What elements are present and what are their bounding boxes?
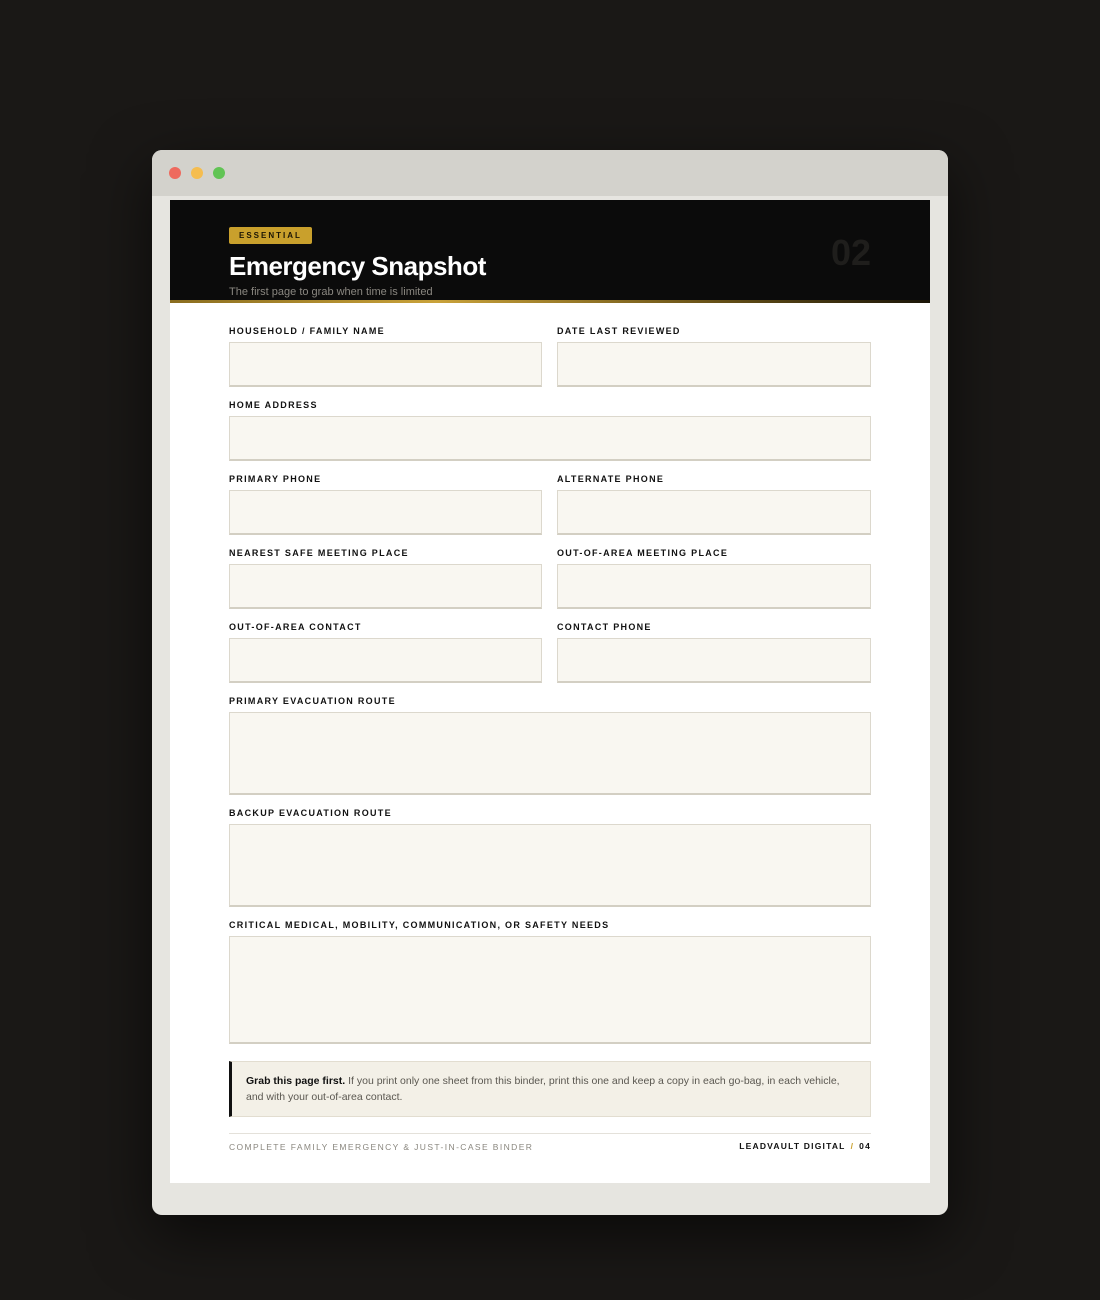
primary-phone-field <box>229 474 542 484</box>
date-reviewed-field <box>557 326 871 336</box>
out-of-area-contact-label: OUT-OF-AREA CONTACT <box>229 622 362 632</box>
primary-phone-input[interactable] <box>229 490 542 535</box>
tip-callout <box>229 1061 871 1117</box>
alternate-phone-field <box>557 474 871 484</box>
contact-phone-field <box>557 622 871 632</box>
footer-brand: LEADVAULT DIGITAL <box>739 1141 846 1151</box>
out-of-area-meeting-field <box>557 548 871 558</box>
tip-body: If you print only one sheet from this binder, print this one and keep a copy in each go-bag, in each vehicle, and with your out-of-area contact. <box>246 1075 840 1103</box>
alternate-phone-label: ALTERNATE PHONE <box>557 474 665 484</box>
critical-needs-field <box>229 920 871 930</box>
footer-separator: / <box>850 1141 855 1151</box>
page-subtitle: The first page to grab when time is limited <box>229 286 433 298</box>
out-of-area-contact-input[interactable] <box>229 638 542 683</box>
safe-meeting-input[interactable] <box>229 564 542 609</box>
primary-route-field <box>229 696 871 706</box>
contact-phone-input[interactable] <box>557 638 871 683</box>
browser-window <box>152 150 948 1215</box>
window-titlebar <box>152 150 948 196</box>
date-reviewed-input[interactable] <box>557 342 871 387</box>
household-label: HOUSEHOLD / FAMILY NAME <box>229 326 385 336</box>
footer-binder-title: COMPLETE FAMILY EMERGENCY & JUST-IN-CASE BINDER <box>229 1142 534 1152</box>
alternate-phone-input[interactable] <box>557 490 871 535</box>
safe-meeting-label: NEAREST SAFE MEETING PLACE <box>229 548 409 558</box>
home-address-label: HOME ADDRESS <box>229 400 318 410</box>
date-reviewed-label: DATE LAST REVIEWED <box>557 326 681 336</box>
section-number: 02 <box>830 232 871 273</box>
essential-badge: ESSENTIAL <box>229 227 312 244</box>
footer-page-info <box>739 1141 871 1151</box>
safe-meeting-field <box>229 548 542 558</box>
out-of-area-meeting-input[interactable] <box>557 564 871 609</box>
critical-needs-label: CRITICAL MEDICAL, MOBILITY, COMMUNICATION, OR SAFETY NEEDS <box>229 920 610 930</box>
maximize-window-button[interactable] <box>213 167 225 179</box>
out-of-area-meeting-label: OUT-OF-AREA MEETING PLACE <box>557 548 729 558</box>
backup-route-field <box>229 808 871 818</box>
household-input[interactable] <box>229 342 542 387</box>
home-address-input[interactable] <box>229 416 871 461</box>
close-window-button[interactable] <box>169 167 181 179</box>
minimize-window-button[interactable] <box>191 167 203 179</box>
footer-page-number: 04 <box>859 1141 871 1151</box>
footer-divider <box>229 1133 871 1134</box>
critical-needs-input[interactable] <box>229 936 871 1044</box>
backup-route-input[interactable] <box>229 824 871 907</box>
home-address-field <box>229 400 871 410</box>
primary-phone-label: PRIMARY PHONE <box>229 474 322 484</box>
primary-route-label: PRIMARY EVACUATION ROUTE <box>229 696 396 706</box>
page-title: Emergency Snapshot <box>229 251 486 281</box>
household-field <box>229 326 542 336</box>
tip-lead: Grab this page first. <box>246 1075 346 1087</box>
backup-route-label: BACKUP EVACUATION ROUTE <box>229 808 392 818</box>
primary-route-input[interactable] <box>229 712 871 795</box>
contact-phone-label: CONTACT PHONE <box>557 622 652 632</box>
page-header <box>170 200 930 303</box>
binder-page <box>170 200 930 1183</box>
out-of-area-contact-field <box>229 622 542 632</box>
